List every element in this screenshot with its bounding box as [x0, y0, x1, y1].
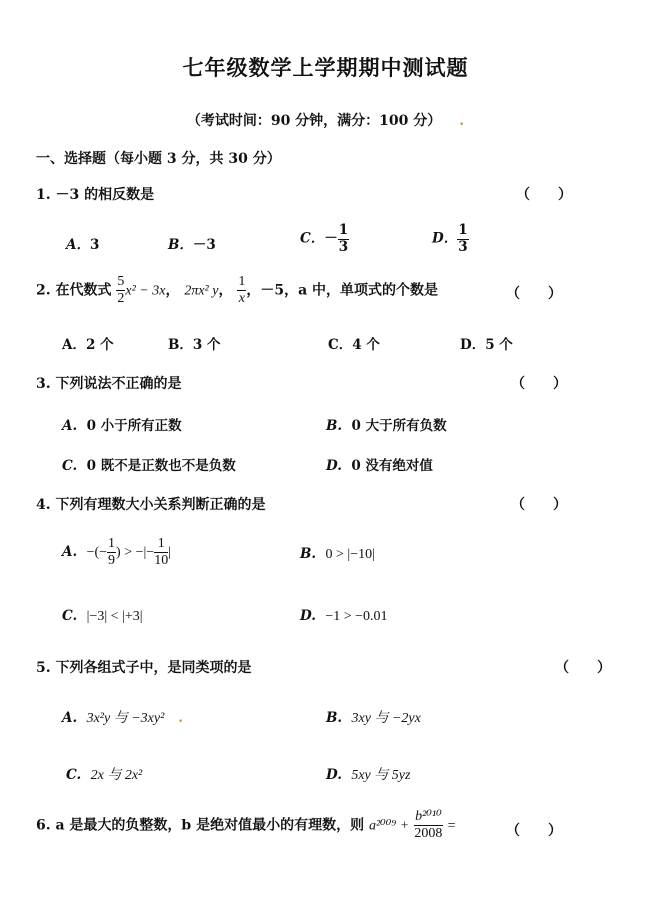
- answer-blank: （ ）: [516, 187, 572, 203]
- section-heading: 一、选择题（每小题 3 分，共 30 分）: [36, 151, 281, 167]
- answer-blank: （ ）: [511, 376, 567, 392]
- stray-dot: .: [459, 113, 465, 129]
- option-b: B. 0 大于所有负数: [326, 418, 447, 434]
- option-a: A．2 个: [62, 337, 114, 353]
- option-d: D． $\frac{1}{3}$: [432, 222, 468, 255]
- option-c: C．4 个: [328, 337, 380, 353]
- question-5: 5. 下列各组式子中，是同类项的是: [36, 660, 252, 676]
- option-d: D. −1 > −0.01: [300, 608, 388, 624]
- option-a: A. −(− $\frac{1}{9}$ ) > −|− $\frac{1}{10}$ |: [62, 536, 172, 568]
- option-a: A．3: [66, 237, 100, 253]
- option-d: D. 5xy 与 5yz: [326, 767, 411, 783]
- option-c: C. |−3| < |+3|: [62, 608, 143, 624]
- question-3: 3. 下列说法不正确的是: [36, 376, 182, 392]
- question-1: 1. －3 的相反数是: [36, 187, 155, 203]
- question-4: 4. 下列有理数大小关系判断正确的是: [36, 497, 266, 513]
- option-a: A. 3x²y 与 −3xy² .: [62, 710, 183, 726]
- exam-info: （考试时间：90 分钟，满分：100 分） .: [186, 113, 465, 129]
- option-b: B. 3xy 与 −2yx: [326, 710, 421, 726]
- option-c: C. 0 既不是正数也不是负数: [62, 458, 236, 474]
- answer-blank: （ ）: [555, 660, 611, 676]
- question-6: 6. a 是最大的负整数，b 是绝对值最小的有理数，则 a²⁰⁰⁹ + $\frac{\text{b²⁰¹⁰}}{2008}$ =: [36, 809, 456, 841]
- option-c: C. 2x 与 2x²: [66, 767, 143, 783]
- page-title: 七年级数学上学期期中测试题: [182, 56, 469, 80]
- option-c: C．－ $\frac{1}{3}$: [300, 222, 349, 255]
- option-a: A. 0 小于所有正数: [62, 418, 182, 434]
- option-d: D．5 个: [460, 337, 513, 353]
- question-2: 2. 在代数式 $\frac{5}{2}$ x² − 3x， 2πx² y， $\frac{1}{x}$ ，－5，a 中，单项式的个数是: [36, 274, 439, 306]
- option-b: B．3 个: [168, 337, 221, 353]
- answer-blank: （ ）: [506, 823, 562, 839]
- answer-blank: （ ）: [511, 497, 567, 513]
- option-b: B. 0 > |−10|: [300, 546, 375, 562]
- option-d: D. 0 没有绝对值: [326, 458, 433, 474]
- option-b: B．－3: [168, 237, 216, 253]
- answer-blank: （ ）: [506, 286, 562, 302]
